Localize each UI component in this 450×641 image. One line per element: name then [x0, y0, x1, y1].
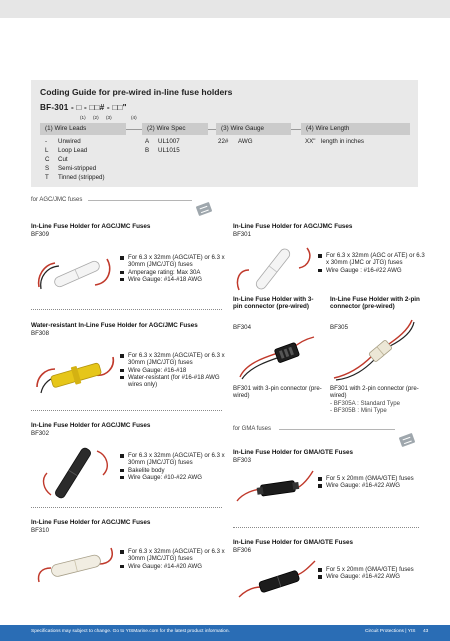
- wire-gauge-row: 22# AWG: [218, 138, 253, 145]
- wire-lead-row: T Tinned (stripped): [45, 173, 105, 181]
- bf302-feature: For 6.3 x 32mm (AGC/ATE) or 6.3 x 30mm (JMC/JTG) fuses: [120, 452, 230, 467]
- bf303-product-image: [233, 467, 317, 509]
- bf304-description: BF301 with 3-pin connector (pre-wired): [233, 385, 322, 400]
- bf306-features: [318, 566, 428, 581]
- dotted-divider: [233, 527, 419, 528]
- index-label-1: (1): [80, 115, 86, 120]
- section-label-agc: for AGC/JMC fuses: [31, 197, 83, 203]
- header-wire-gauge: (3) Wire Gauge: [216, 123, 291, 135]
- section-divider: [279, 429, 395, 430]
- bf309-feature: Amperage rating: Max 30A: [120, 269, 230, 276]
- section-label-gma: for GMA fuses: [233, 426, 272, 432]
- bf305-product-image: [332, 316, 416, 382]
- bf305-desc-text: BF301 with 2-pin connector (pre-wired): [330, 385, 419, 400]
- wire-lead-row: - Unwired: [45, 138, 81, 145]
- product-title-bf306: In-Line Fuse Holder for GMA/GTE Fuses: [233, 539, 354, 546]
- wire-gauge-list: [218, 138, 253, 147]
- header-connector: [126, 129, 142, 130]
- wire-length-list: [305, 138, 364, 147]
- product-title-bf301: In-Line Fuse Holder for AGC/JMC Fuses: [233, 223, 353, 230]
- product-model-bf303: BF303: [233, 457, 251, 464]
- header-wire-length: (4) Wire Length: [301, 123, 410, 135]
- bf308-feature: Water-resistant (for #16-#18 AWG wires only): [120, 374, 230, 389]
- bf310-product-image: [33, 540, 115, 590]
- coding-guide-header-row: [40, 123, 410, 135]
- product-model-bf310: BF310: [31, 527, 49, 534]
- wire-lead-row: C Cut: [45, 155, 68, 163]
- wire-spec-row: A UL1007: [145, 138, 180, 145]
- index-label-3: (3): [106, 115, 112, 120]
- bf305-variant: - BF305A : Standard Type: [330, 399, 401, 407]
- bf302-features: [120, 452, 230, 481]
- footer-section-label: Circuit Protections | YIS: [365, 629, 416, 634]
- page-number: 43: [423, 629, 429, 634]
- product-model-bf301: BF301: [233, 231, 251, 238]
- wire-leads-list: [45, 138, 105, 183]
- fuse-catalog-icon: [399, 433, 416, 447]
- bf304-product-image: [236, 333, 316, 381]
- bf308-product-image: [33, 347, 117, 399]
- dotted-divider: [31, 410, 222, 411]
- product-model-bf305: BF305: [330, 324, 348, 331]
- header-connector: [291, 129, 301, 130]
- product-model-bf309: BF309: [31, 231, 49, 238]
- index-label-2: (2): [93, 115, 99, 120]
- dotted-divider: [31, 309, 222, 310]
- bf302-feature: Bakelite body: [120, 467, 230, 474]
- bf309-feature: Wire Gauge: #14-#18 AWG: [120, 276, 230, 283]
- footer-disclaimer: Specifications may subject to change. Go to YISMarine.com for the latest product information.: [31, 629, 230, 634]
- coding-guide-title: Coding Guide for pre-wired in-line fuse holders: [40, 87, 233, 97]
- bf310-feature: Wire Gauge: #14-#20 AWG: [120, 563, 230, 570]
- bf308-feature: For 6.3 x 32mm (AGC/ATE) or 6.3 x 30mm (JMC/JTG) fuses: [120, 352, 230, 367]
- bf305-variant: - BF305B : Mini Type: [330, 406, 387, 414]
- wire-lead-row: L Loop Lead: [45, 146, 88, 154]
- bf308-feature: Wire Gauge: #16-#18: [120, 367, 230, 374]
- product-model-bf304: BF304: [233, 324, 251, 331]
- bf303-feature: Wire Gauge: #16-#22 AWG: [318, 482, 428, 489]
- bf301-features: [318, 252, 428, 274]
- bf305-description: [330, 385, 425, 414]
- bf303-features: [318, 475, 428, 490]
- bf309-features: [120, 254, 230, 283]
- header-wire-leads: (1) Wire Leads: [40, 123, 126, 135]
- bf306-product-image: [235, 557, 319, 605]
- product-title-bf304: In-Line Fuse Holder with 3-pin connector (pre-wired): [233, 296, 314, 311]
- bf301-product-image: [233, 244, 313, 294]
- bf310-feature: For 6.3 x 32mm (AGC/ATE) or 6.3 x 30mm (JMC/JTG) fuses: [120, 548, 230, 563]
- product-title-bf309: In-Line Fuse Holder for AGC/JMC Fuses: [31, 223, 151, 230]
- wire-spec-row: B UL1015: [145, 146, 180, 154]
- wire-length-row: XX" length in inches: [305, 138, 364, 145]
- bf302-feature: Wire Gauge: #10-#22 AWG: [120, 474, 230, 481]
- wire-lead-row: S Semi-stripped: [45, 164, 97, 172]
- product-model-bf302: BF302: [31, 430, 49, 437]
- bf302-product-image: [33, 445, 115, 499]
- section-divider: [88, 200, 192, 201]
- bf308-features: [120, 352, 230, 388]
- bf301-feature: For 6.3 x 32mm (AGC or ATE) or 6.3 x 30mm (JMC or JTG) fuses: [318, 252, 428, 267]
- product-title-bf308: Water-resistant In-Line Fuse Holder for AGC/JMC Fuses: [31, 322, 198, 329]
- wire-spec-list: [145, 138, 180, 156]
- bf309-product-image: [33, 247, 115, 297]
- bf301-feature: Wire Gauge : #16-#22 AWG: [318, 267, 428, 274]
- dotted-divider: [31, 507, 222, 508]
- header-wire-spec: (2) Wire Spec: [142, 123, 208, 135]
- coding-guide-panel: [31, 80, 418, 187]
- index-label-4: (4): [131, 115, 137, 120]
- page-header-bar: [0, 0, 450, 18]
- bf303-feature: For 5 x 20mm (GMA/GTE) fuses: [318, 475, 428, 482]
- fuse-catalog-icon: [196, 202, 213, 216]
- product-title-bf310: In-Line Fuse Holder for AGC/JMC Fuses: [31, 519, 151, 526]
- bf309-feature: For 6.3 x 32mm (AGC/ATE) or 6.3 x 30mm (JMC/JTG) fuses: [120, 254, 230, 269]
- bf306-feature: Wire Gauge: #16-#22 AWG: [318, 573, 428, 580]
- product-model-bf306: BF306: [233, 547, 251, 554]
- bf310-features: [120, 548, 230, 570]
- product-model-bf308: BF308: [31, 330, 49, 337]
- header-connector: [208, 129, 216, 130]
- product-title-bf303: In-Line Fuse Holder for GMA/GTE Fuses: [233, 449, 354, 456]
- part-number-pattern: BF-301 - □ - □□# - □□": [40, 103, 127, 112]
- product-title-bf302: In-Line Fuse Holder for AGC/JMC Fuses: [31, 422, 151, 429]
- product-title-bf305: In-Line Fuse Holder with 2-pin connector (pre-wired): [330, 296, 420, 311]
- bf306-feature: For 5 x 20mm (GMA/GTE) fuses: [318, 566, 428, 573]
